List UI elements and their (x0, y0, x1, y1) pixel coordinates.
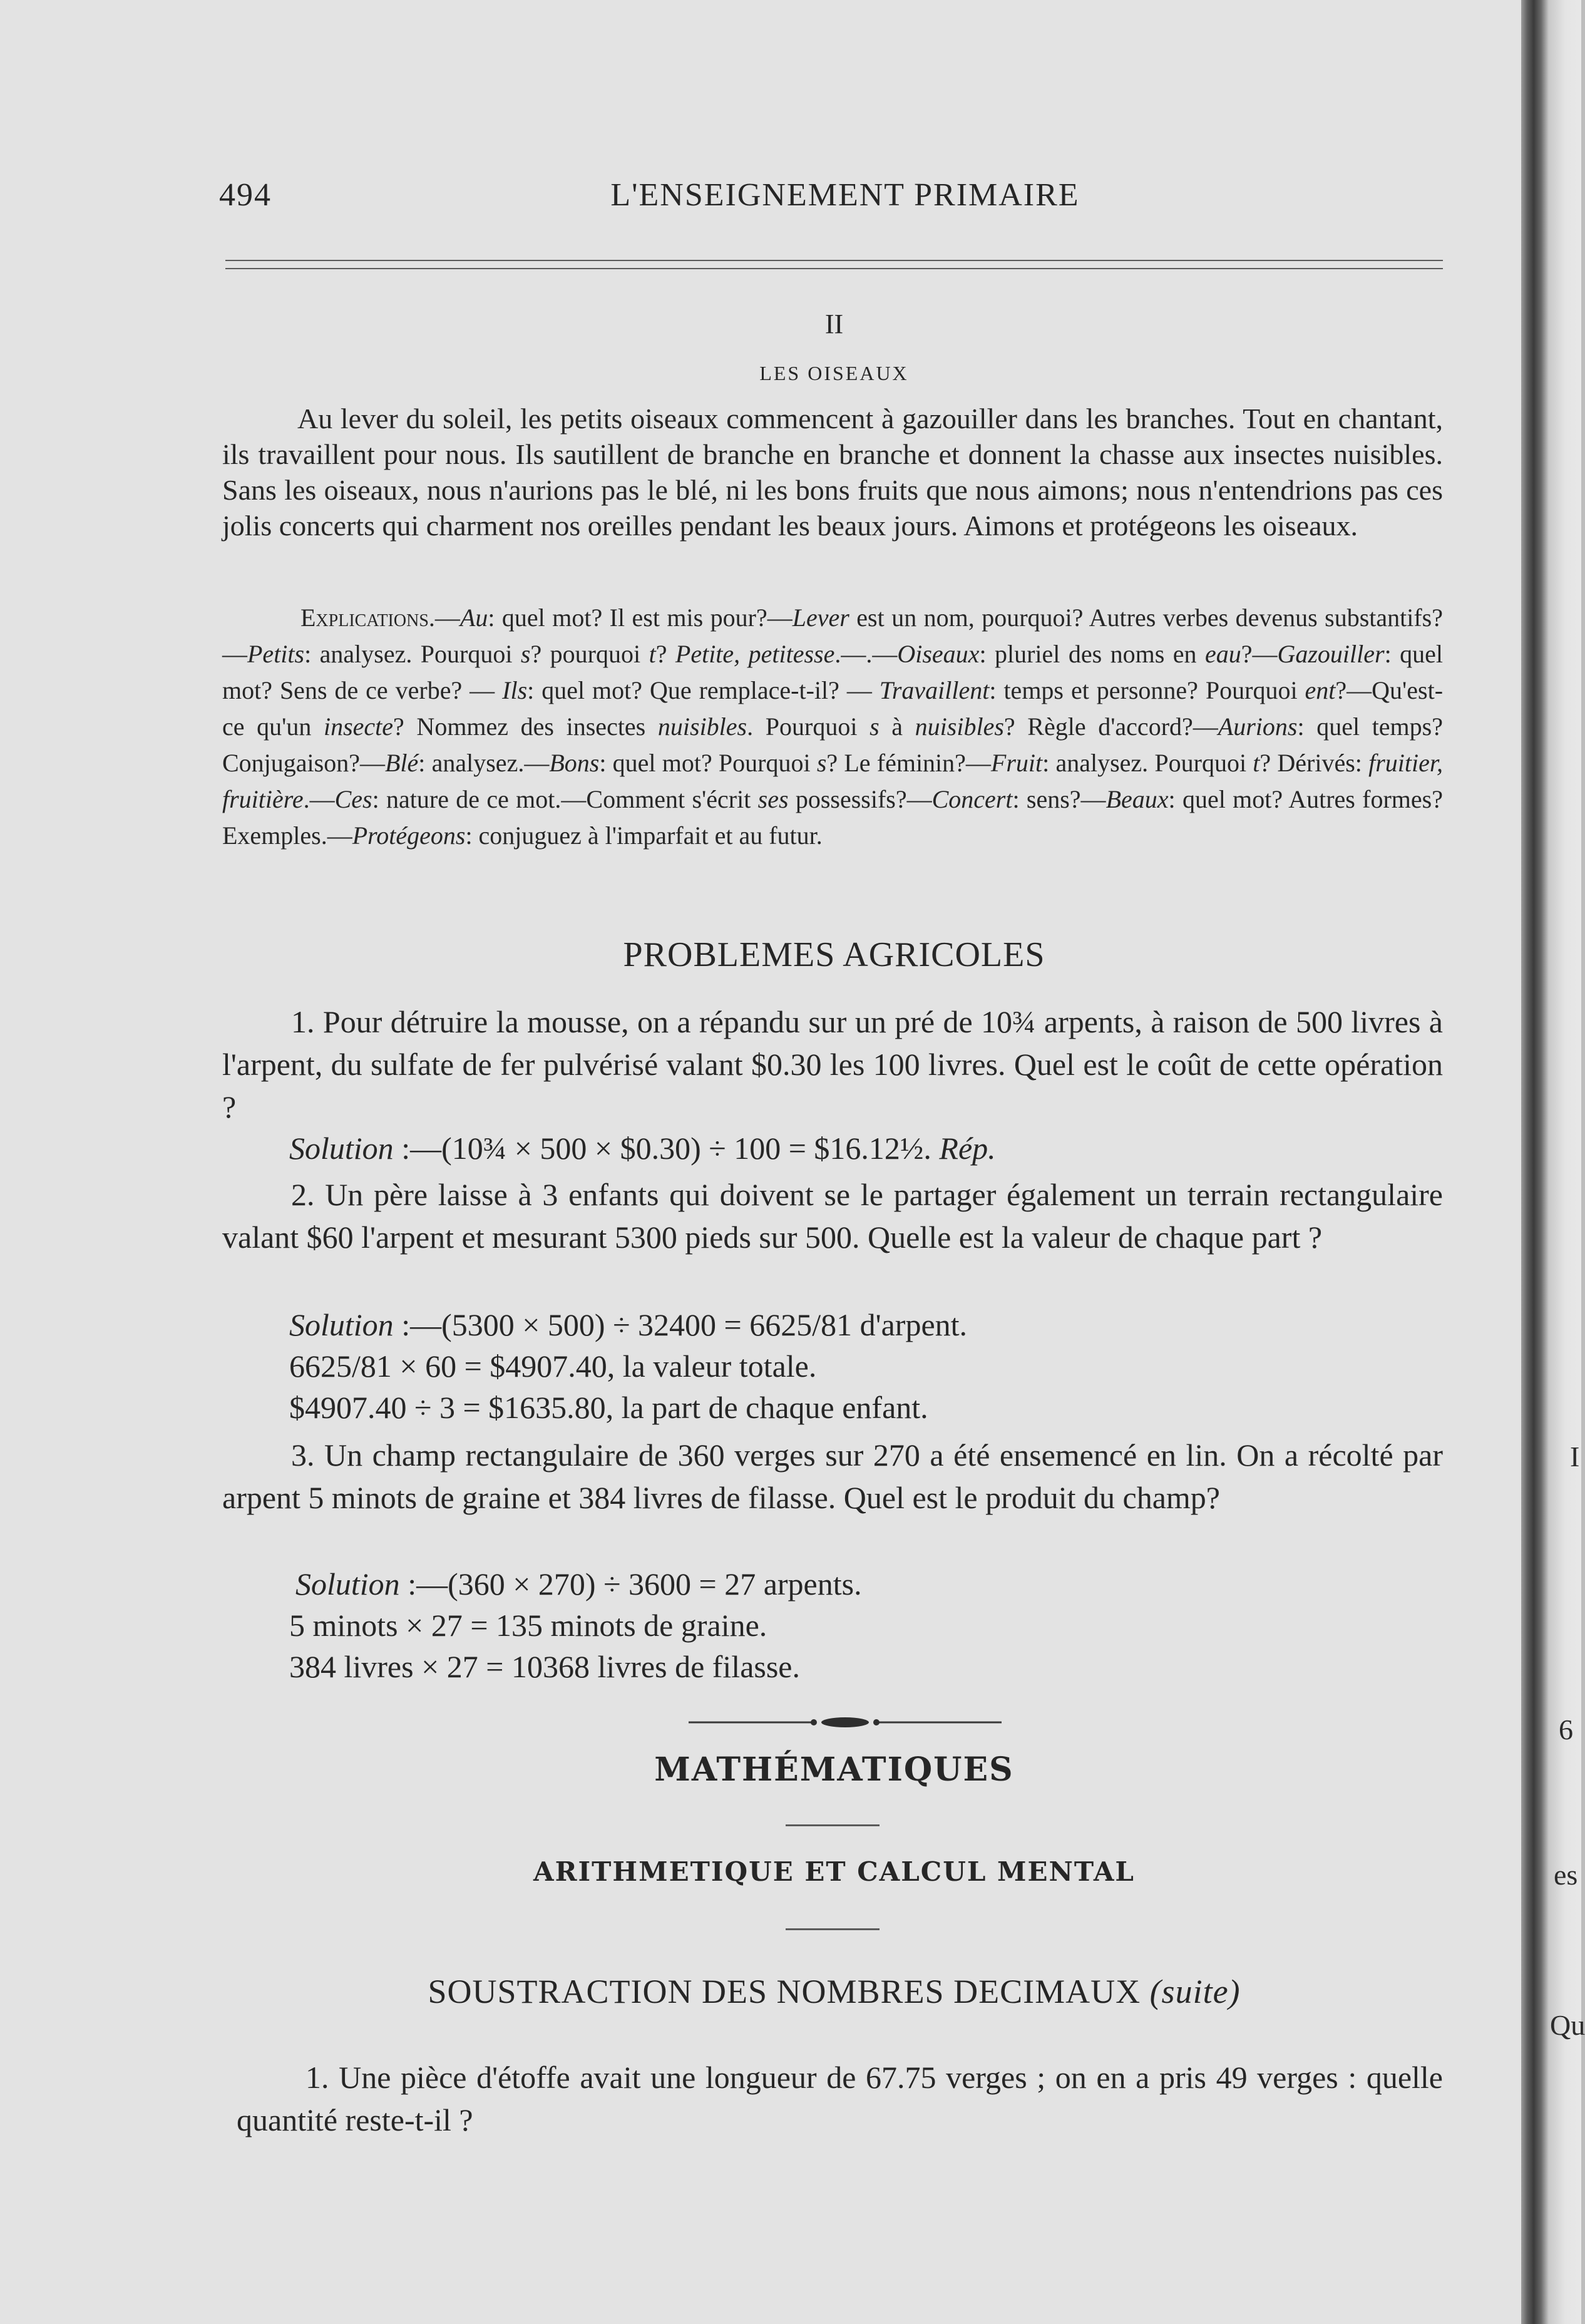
problem-3-text: Un champ rectangulaire de 360 verges sur 270 a été ensemencé en lin. On a récolté par arpent 5 minots de graine et 384 livres de filasse. Quel est le produit du champ? (222, 1437, 1444, 1515)
section-numeral: II (824, 309, 844, 339)
edge-fragment: Qu (1550, 2009, 1585, 2041)
explication-text: : quel mot? Autres formes? Exemples.— (222, 785, 1443, 850)
reading-title: LES OISEAUX (759, 362, 909, 384)
explication-term: Protégeons (352, 821, 466, 850)
page-number: 494 (219, 177, 272, 213)
section-title-suffix: (suite) (1149, 1973, 1241, 2010)
explication-term: Ils (502, 676, 528, 704)
explication-text: : quel mot? Que remplace-t-il? — (527, 676, 880, 704)
explication-term: Concert (931, 785, 1013, 813)
explication-text: : pluriel des noms en (979, 640, 1205, 668)
explication-term: Lever (792, 604, 849, 632)
solution-label: Solution (289, 1131, 394, 1166)
explication-term: s (816, 749, 827, 777)
explication-term: Aurions (1218, 712, 1298, 741)
ornament-divider (689, 1713, 1002, 1732)
explication-term: t (1253, 749, 1260, 777)
section-title-text: SOUSTRACTION DES NOMBRES DECIMAUX (428, 1973, 1141, 2010)
problem-1-number: 1. (291, 1004, 315, 1039)
problem-2-solution-line-2: 6625/81 × 60 = $4907.40, la valeur totale. (289, 1349, 817, 1384)
edge-fragment: I (1570, 1441, 1580, 1473)
explication-term: Au (459, 604, 488, 632)
explication-term: fruitier, fruitière (222, 749, 1443, 813)
explication-text: ? pourquoi (530, 640, 649, 668)
explication-term: s (869, 712, 880, 741)
problem-3-solution-line-3: 384 livres × 27 = 10368 livres de filasse. (289, 1649, 800, 1684)
problem-1-text: Pour détruire la mousse, on a répandu sur un pré de 10¾ arpents, à raison de 500 livres à l'arpent, du sulfate de fer pulvérisé valant $0.30 les 100 livres. Quel est le coût de cette opération ? (222, 1004, 1443, 1124)
problemes-heading: PROBLEMES AGRICOLES (623, 935, 1045, 974)
header-rule-top (225, 260, 1443, 261)
edge-fragment: 6 (1559, 1714, 1573, 1746)
explication-text: : sens?— (1012, 785, 1106, 813)
explication-text: : quel mot? Pourquoi (599, 749, 817, 777)
explication-text: possessifs?— (788, 785, 932, 813)
running-title: L'ENSEIGNEMENT PRIMAIRE (610, 177, 1080, 213)
explication-text: ? (655, 640, 675, 668)
explication-term: nuisibles (915, 712, 1004, 741)
explication-text: ? Nommez des insectes (393, 712, 658, 741)
problem-1 (222, 1000, 1443, 1128)
header-rule-bottom (225, 268, 1443, 269)
problem-2-solution-line-3: $4907.40 ÷ 3 = $1635.80, la part de chaque enfant. (289, 1390, 928, 1425)
explication-text: ? Dérivés: (1259, 749, 1369, 777)
explications-body (222, 604, 1443, 850)
explication-text: ?— (1241, 640, 1278, 668)
explication-text: . Pourquoi (747, 712, 870, 741)
explication-text: : quel temps? Conjugaison?— (222, 712, 1443, 777)
rep-label: Rép. (939, 1131, 996, 1166)
explication-text: ? Le féminin?— (826, 749, 991, 777)
explication-term: Blé (384, 749, 419, 777)
problem-3 (222, 1434, 1443, 1519)
math-rule-1 (786, 1824, 880, 1826)
problem-3-solution-line-2: 5 minots × 27 = 135 minots de graine. (289, 1608, 767, 1643)
explication-text: à (879, 712, 915, 741)
explication-text: est un nom, pourquoi? Autres verbes devenus substantifs?— (222, 604, 1443, 668)
explication-term: Beaux (1105, 785, 1169, 813)
explication-text: : quel mot? Sens de ce verbe? — (222, 640, 1444, 704)
solution-line: :—(5300 × 500) ÷ 32400 = 6625/81 d'arpent. (393, 1307, 968, 1342)
math-problem-1-number: 1. (305, 2060, 329, 2095)
math-rule-2 (786, 1928, 880, 1930)
explication-text: : conjuguez à l'imparfait et au futur. (465, 821, 823, 850)
math-heading: MATHÉMATIQUES (654, 1751, 1014, 1789)
problem-2-solution (289, 1303, 967, 1346)
explication-term: Oiseaux (897, 640, 980, 668)
explication-term: Ces (334, 785, 372, 813)
explication-text: .— (303, 785, 335, 813)
explication-text: : analysez.— (418, 749, 550, 777)
math-problem-1-text: Une pièce d'étoffe avait une longueur de 67.75 verges ; on en a pris 49 verges : quelle quantité reste-t-il ? (237, 2060, 1444, 2137)
explication-term: s (520, 640, 531, 668)
explication-text: : analysez. Pourquoi (1042, 749, 1253, 777)
math-subheading: ARITHMETIQUE ET CALCUL MENTAL (533, 1856, 1135, 1887)
explications-text (222, 600, 1443, 854)
explication-text: : temps et personne? Pourquoi (989, 676, 1305, 704)
explication-term: t (649, 640, 656, 668)
explication-text: : quel mot? Il est mis pour?— (488, 604, 792, 632)
explication-text: ? Règle d'accord?— (1003, 712, 1218, 741)
problem-2 (222, 1173, 1443, 1258)
book-gutter (1521, 0, 1581, 2324)
explication-text: ?—Qu'est-ce qu'un (222, 676, 1444, 741)
problem-3-number: 3. (291, 1437, 315, 1473)
explication-text: : analysez. Pourquoi (304, 640, 521, 668)
explication-term: ses (757, 785, 789, 813)
explication-term: Fruit (990, 749, 1043, 777)
solution-line: :—(10¾ × 500 × $0.30) ÷ 100 = $16.12½. (393, 1131, 940, 1166)
edge-fragment: es (1554, 1859, 1578, 1891)
math-problem-1 (237, 2056, 1443, 2141)
explication-term: Travaillent (879, 676, 990, 704)
problem-2-number: 2. (291, 1177, 315, 1212)
solution-label: Solution (289, 1307, 394, 1342)
explication-term: Bons (549, 749, 600, 777)
explication-term: eau (1204, 640, 1241, 668)
problem-2-text: Un père laisse à 3 enfants qui doivent se le partager également un terrain rectangulaire valant $60 l'arpent et mesurant 5300 pieds sur 500. Quelle est la valeur de chaque part ? (222, 1177, 1444, 1255)
solution-label: Solution (295, 1566, 400, 1602)
explication-term: Petite, petitesse (675, 640, 835, 668)
explication-term: Petits (247, 640, 305, 668)
explications-label: Explications.— (300, 604, 460, 632)
solution-line: :—(360 × 270) ÷ 3600 = 27 arpents. (399, 1566, 862, 1602)
reading-text: Au lever du soleil, les petits oiseaux commencent à gazouiller dans les branches. Tout en chantant, ils travaillent pour nous. Ils sautillent de branche en branche et donnent la chasse aux insectes nuisibles. Sans les oiseaux, nous n'aurions pas le blé, ni les bons fruits que nous aimons; nous n'entendrions pas ces jolis concerts qui charment nos oreilles pendant les beaux jours. Aimons et protégeons les oiseaux. (222, 403, 1443, 542)
explication-text: : nature de ce mot.—Comment s'écrit (372, 785, 758, 813)
explication-term: insecte (323, 712, 394, 741)
explication-term: Gazouiller (1277, 640, 1385, 668)
explication-text: .—.— (834, 640, 898, 668)
problem-1-solution (289, 1127, 996, 1170)
problem-3-solution (295, 1563, 862, 1605)
explication-term: ent (1305, 676, 1336, 704)
section-title (225, 1972, 1443, 2011)
explication-term: nuisibles (657, 712, 747, 741)
